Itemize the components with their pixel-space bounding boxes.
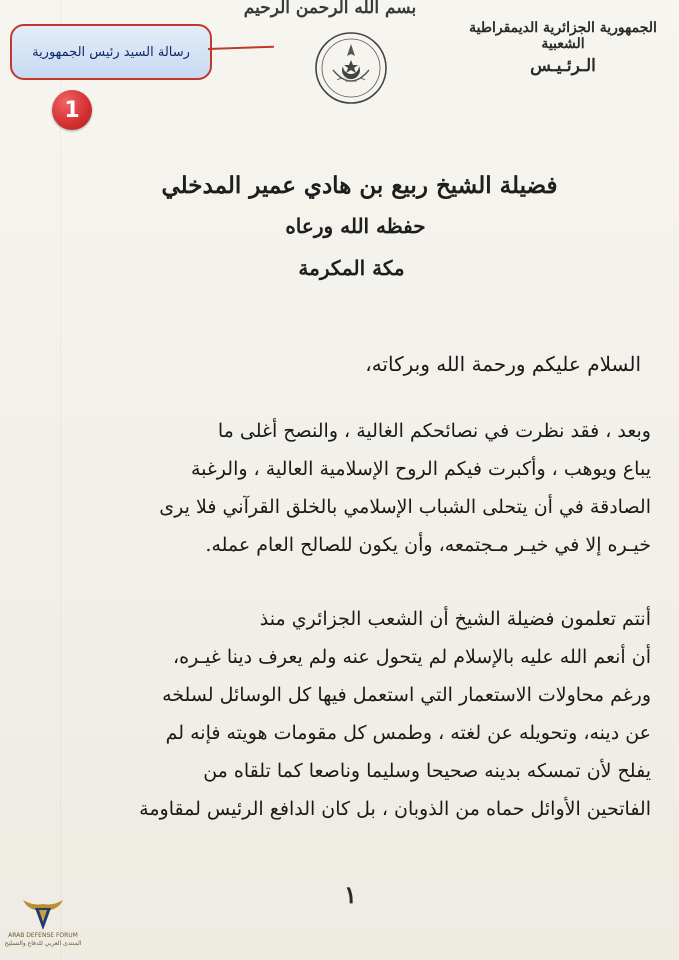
annotation-number-badge: 1 xyxy=(52,90,92,130)
page-number: ١ xyxy=(344,880,357,909)
letterhead-office: الـرئـيـس xyxy=(530,56,596,76)
watermark-line-2: المنتدى العربي للدفاع والتسليح xyxy=(4,940,82,947)
letter-greeting: السلام عليكم ورحمة الله وبركاته، xyxy=(365,352,641,376)
basmala-heading: بسم الله الرحمن الرحيم xyxy=(243,0,417,18)
paragraph-line: يباع ويوهب ، وأكبرت فيكم الروح الإسلامية العالية ، والرغبة xyxy=(190,458,651,480)
letter-paragraph-1 xyxy=(55,412,651,564)
paragraph-line: ورغم محاولات الاستعمار التي استعمل فيها كل الوسائل لسلخه xyxy=(162,684,651,706)
letterhead xyxy=(463,20,663,76)
recipient-blessing: حفظه الله ورعاه xyxy=(285,214,426,238)
paragraph-line: أنتم تعلمون فضيلة الشيخ أن الشعب الجزائري منذ xyxy=(259,608,651,630)
recipient-location: مكة المكرمة xyxy=(298,256,405,280)
paragraph-line: وبعد ، فقد نظرت في نصائحكم الغالية ، والنصح أغلى ما xyxy=(217,420,651,442)
letter-paragraph-2 xyxy=(55,600,651,828)
callout-label: رسالة السيد رئيس الجمهورية xyxy=(32,44,190,60)
paragraph-line: يفلح لأن تمسكه بدينه صحيحا وسليما وناصعا كما تلقاه من xyxy=(203,760,651,782)
letterhead-country: الجمهورية الجزائرية الديمقراطية الشعبية xyxy=(469,20,657,52)
callout-pointer xyxy=(208,46,274,50)
paragraph-line: خيـره إلا في خيـر مـجتمعه، وأن يكون للصالح العام عمله. xyxy=(205,534,651,556)
annotation-callout xyxy=(10,24,212,80)
paragraph-line: الصادقة في أن يتحلى الشباب الإسلامي بالخلق القرآني فلا يرى xyxy=(159,496,651,518)
state-emblem-icon xyxy=(313,30,389,106)
forum-watermark xyxy=(4,892,82,956)
paragraph-line: عن دينه، وتحويله عن لغته ، وطمس كل مقومات هويته فإنه لم xyxy=(165,722,651,744)
paragraph-line: أن أنعم الله عليه بالإسلام لم يتحول عنه ولم يعرف دينا غيـره، xyxy=(173,646,651,668)
recipient-name: فضيلة الشيخ ربيع بن هادي عمير المدخلي xyxy=(161,172,558,199)
watermark-line-1: ARAB DEFENSE FORUM xyxy=(8,932,78,939)
paragraph-line: الفاتحين الأوائل حماه من الذوبان ، بل كان الدافع الرئيس لمقاومة xyxy=(139,798,651,820)
eagle-logo-icon xyxy=(21,892,65,932)
